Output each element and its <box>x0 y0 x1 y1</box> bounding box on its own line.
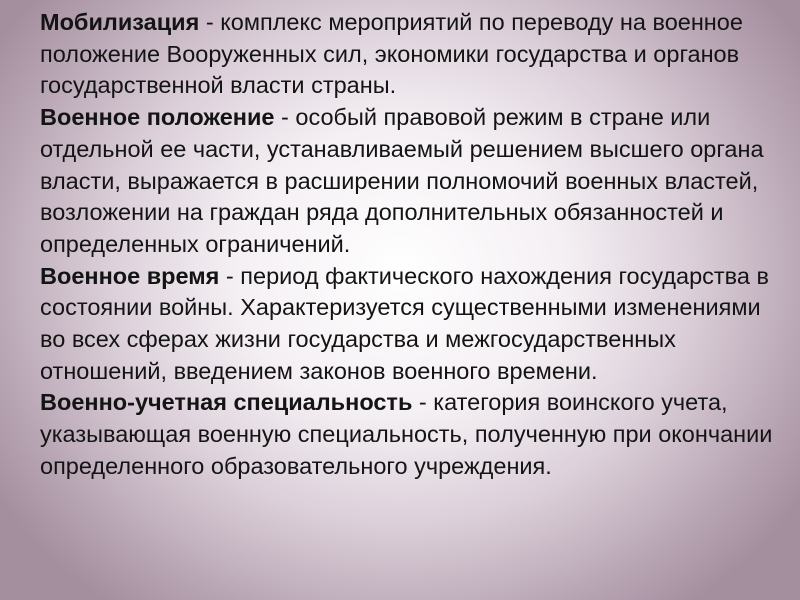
definition-text-military-specialty: - категория воинского учета, указывающая военную специальность, полученную при окончании определенного образовательного учреждения. <box>40 389 773 479</box>
term-mobilization: Мобилизация <box>40 9 200 35</box>
definition-text-mobilization: - комплекс мероприятий по переводу на военное положение Вооруженных сил, экономики государства и органов государственной власти страны. <box>40 9 743 99</box>
term-military-specialty: Военно-учетная специальность <box>40 389 413 416</box>
slide-content <box>40 7 785 483</box>
term-wartime: Военное время <box>40 262 220 289</box>
definition-wartime <box>40 261 785 388</box>
definition-text-wartime: - период фактического нахождения государства в состоянии войны. Характеризуется существенными изменениями во всех сферах жизни государства и межгосударственных отношений, введением законов военного времени. <box>40 262 769 384</box>
definition-martial-law <box>40 102 785 261</box>
definition-text-martial-law: - особый правовой режим в стране или отдельной ее части, устанавливаемый решением высшего органа власти, выражается в расширении полномочий военных властей, возложении на граждан ряда дополнительных обязанностей и определенных ограничений. <box>40 104 764 257</box>
definition-military-specialty <box>40 387 785 482</box>
term-martial-law: Военное положение <box>40 104 275 131</box>
definition-mobilization <box>40 7 785 102</box>
